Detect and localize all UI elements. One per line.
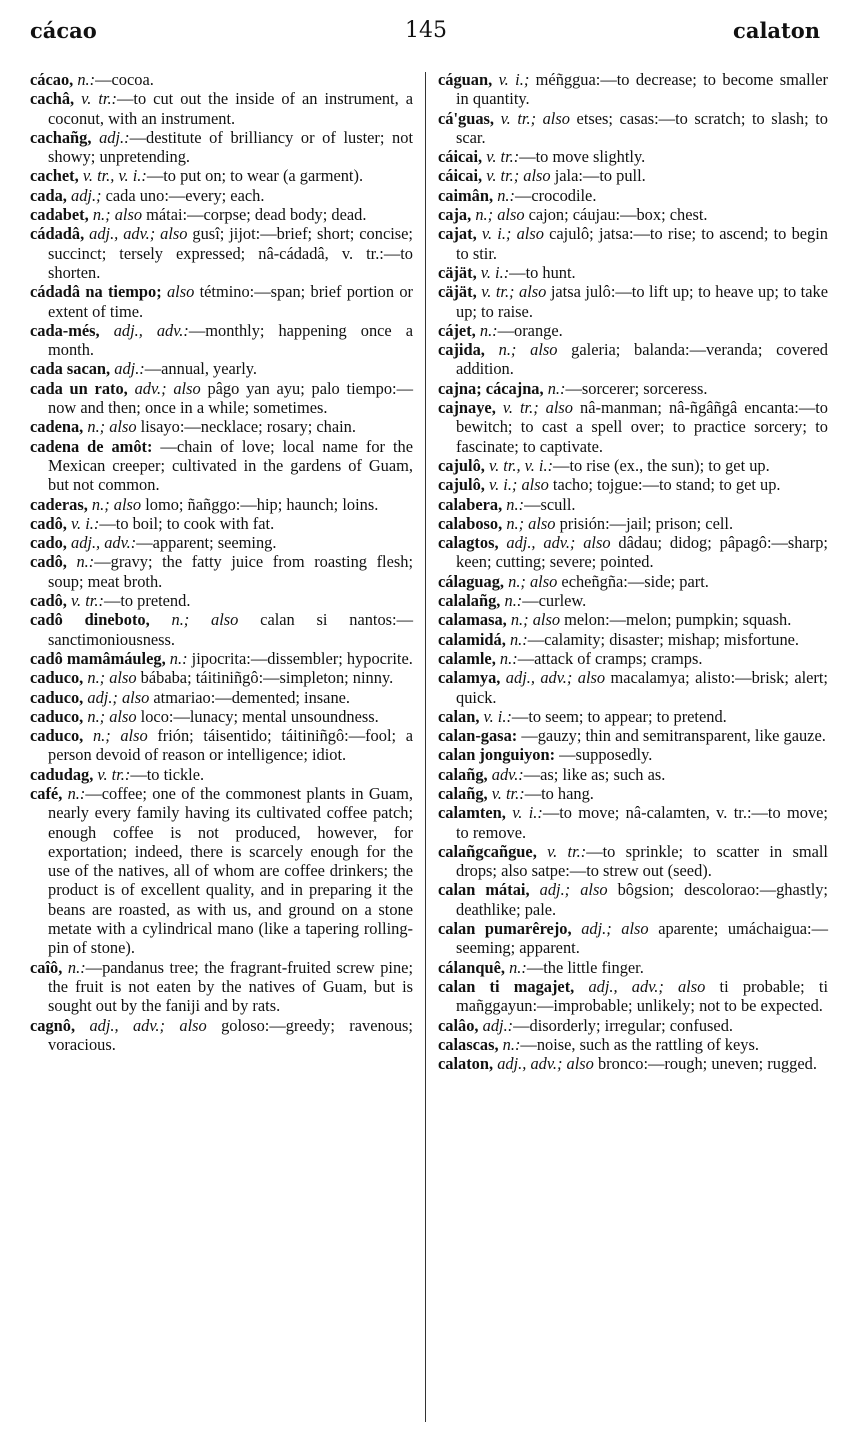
dictionary-entry: [30, 417, 413, 436]
part-of-speech: n.; also: [87, 668, 137, 688]
headword: cado,: [30, 533, 67, 553]
dictionary-entry: [30, 688, 413, 707]
definition: —pandanus tree; the fragrant-fruited screw pine; the fruit is not eaten by the natives of Guam, but is sought out by the faniji and by rats.: [48, 957, 413, 1016]
part-of-speech: adv.:: [491, 764, 524, 784]
definition: —to hang.: [524, 783, 594, 803]
part-of-speech: v. i.:: [480, 262, 510, 282]
part-of-speech: adj., adv.; also: [497, 1054, 594, 1074]
headword: cadô,: [30, 513, 67, 533]
definition: —disorderly; irregular; confused.: [513, 1015, 733, 1035]
headword: cäjät,: [438, 282, 477, 302]
part-of-speech: n.; also: [92, 205, 143, 225]
part-of-speech: n.:: [504, 591, 523, 611]
headword: cácao,: [30, 70, 74, 89]
part-of-speech: v. tr.:: [491, 783, 525, 803]
part-of-speech: n.; also: [498, 340, 558, 360]
part-of-speech: adj., adv.; also: [89, 1015, 207, 1035]
dictionary-entry: [438, 205, 828, 224]
dictionary-entry: [30, 591, 413, 610]
definition: frión; táisentido; táitiniñgô:—fool; a person devoid of reason or intelligence; idiot.: [48, 726, 413, 765]
headword: cájet,: [438, 320, 476, 340]
part-of-speech: v. tr.:: [97, 764, 131, 784]
headword: caimân,: [438, 185, 494, 205]
headword: calascas,: [438, 1034, 499, 1054]
headword: calamasa,: [438, 610, 507, 630]
definition: bôgsion; descolorao:—ghastly; deathlike; pale.: [456, 880, 828, 919]
definition: —orange.: [497, 320, 563, 340]
dictionary-entry: [438, 514, 828, 533]
part-of-speech: n.:: [506, 494, 525, 514]
dictionary-entry: [30, 495, 413, 514]
headword: cálaguag,: [438, 571, 505, 591]
headword: cadena de amôt:: [30, 436, 153, 456]
part-of-speech: adj., adv.; also: [505, 668, 606, 688]
headword: caduco,: [30, 687, 84, 707]
headword: cáguan,: [438, 70, 493, 89]
headword: cádadâ,: [30, 224, 85, 244]
dictionary-entry: [30, 224, 413, 282]
part-of-speech: also: [166, 282, 195, 302]
headword: calan,: [438, 706, 480, 726]
dictionary-entry: [30, 552, 413, 591]
part-of-speech: n.:: [76, 552, 95, 572]
dictionary-entry: [438, 321, 828, 340]
part-of-speech: v. tr., v. i.:: [82, 166, 147, 186]
part-of-speech: adj., adv.:: [113, 320, 189, 340]
dictionary-entry: [438, 340, 828, 379]
part-of-speech: v. tr.; also: [486, 166, 551, 186]
definition: jatsa julô:—to lift up; to heave up; to take up; to raise.: [456, 282, 828, 321]
definition: gusî; jijot:—brief; short; concise; succinct; tersely expressed; nâ-cádadâ, v. tr.:—to shorten.: [48, 224, 413, 282]
headword: calalañg,: [438, 591, 501, 611]
part-of-speech: v. i.:: [512, 803, 543, 823]
headword: calamya,: [438, 668, 501, 688]
part-of-speech: v. tr.; also: [502, 398, 574, 418]
part-of-speech: n.:: [67, 783, 86, 803]
headword: cada sacan,: [30, 359, 111, 379]
part-of-speech: n.:: [502, 1034, 521, 1054]
dictionary-entry: [30, 1016, 413, 1055]
headword: cajnaye,: [438, 398, 496, 418]
definition: —scull.: [524, 494, 576, 514]
dictionary-entry: [438, 649, 828, 668]
headword: calan pumarêrejo,: [438, 919, 572, 939]
definition: méñggua:—to decrease; to become smaller in quantity.: [456, 70, 828, 109]
headword: cálanquê,: [438, 957, 505, 977]
dictionary-entry: [30, 514, 413, 533]
headword: caduco,: [30, 706, 84, 726]
part-of-speech: v. i.; also: [489, 475, 549, 495]
headword: cada-més,: [30, 320, 100, 340]
headword: caîô,: [30, 957, 63, 977]
definition: —crocodile.: [514, 185, 597, 205]
dictionary-entry: [438, 591, 828, 610]
dictionary-entry: [438, 572, 828, 591]
definition: dâdau; didog; pâpagô:—sharp; keen; cutting; severe; pointed.: [456, 533, 828, 572]
headword: calâo,: [438, 1015, 479, 1035]
headword: cachâ,: [30, 89, 75, 109]
dictionary-entry: [30, 533, 413, 552]
dictionary-entry: [438, 880, 828, 919]
definition: —to put on; to wear (a garment).: [146, 166, 364, 186]
part-of-speech: n.:: [547, 378, 566, 398]
part-of-speech: adj., adv.; also: [588, 976, 706, 996]
definition: etses; casas:—to scratch; to slash; to scar.: [456, 108, 828, 147]
part-of-speech: n.; also: [91, 494, 142, 514]
definition: pâgo yan ayu; palo tiempo:—now and then; once in a while; sometimes.: [48, 378, 413, 418]
definition: tacho; tojgue:—to stand; to get up.: [548, 475, 781, 495]
part-of-speech: n.:: [509, 957, 527, 977]
definition: atmariao:—demented; insane.: [149, 687, 351, 707]
part-of-speech: n.; also: [171, 610, 239, 630]
definition: —cocoa.: [95, 70, 154, 89]
definition: —to hunt.: [509, 262, 576, 282]
part-of-speech: v. tr.:: [486, 147, 520, 167]
definition: —to move slightly.: [519, 147, 646, 167]
headword: cäjät,: [438, 262, 477, 282]
right-column: [438, 70, 828, 1073]
definition: nâ-manman; nâ-ñgâñgâ encanta:—to bewitch; to cast a spell over; to practice sorcery; to fascinate; to captivate.: [456, 398, 828, 456]
headword: cadô,: [30, 591, 67, 611]
headword: cajna; cácajna,: [438, 378, 544, 398]
definition: lomo; ñañggo:—hip; haunch; loins.: [141, 494, 379, 514]
dictionary-entry: [438, 166, 828, 185]
part-of-speech: v. i.;: [498, 70, 530, 89]
dictionary-entry: [438, 610, 828, 629]
definition: lisayo:—necklace; rosary; chain.: [136, 417, 356, 437]
dictionary-entry: [438, 147, 828, 166]
part-of-speech: adj.; also: [581, 919, 649, 939]
part-of-speech: n.:: [77, 70, 96, 89]
definition: jala:—to pull.: [550, 166, 646, 186]
headword: cadô mamâmáuleg,: [30, 648, 166, 668]
headword: cadabet,: [30, 205, 89, 225]
definition: bábaba; táitiniñgô:—simpleton; ninny.: [136, 668, 394, 688]
part-of-speech: v. i.:: [71, 513, 100, 533]
part-of-speech: n.; also: [87, 417, 137, 437]
dictionary-entry: [30, 668, 413, 687]
page-number: 145: [405, 18, 447, 43]
definition: —to tickle.: [130, 764, 205, 784]
part-of-speech: v. tr.; also: [500, 108, 570, 128]
definition: goloso:—greedy; ravenous; voracious.: [48, 1015, 413, 1054]
part-of-speech: adj.:: [482, 1015, 514, 1035]
dictionary-entry: [30, 610, 413, 649]
definition: melon:—melon; pumpkin; squash.: [560, 610, 792, 630]
definition: cajon; cáujau:—box; chest.: [524, 205, 708, 225]
column-divider: [425, 72, 426, 1422]
dictionary-entry: [438, 726, 828, 745]
part-of-speech: n.; also: [475, 205, 525, 225]
definition: —coffee; one of the commonest plants in Guam, nearly every family having its cultivated coffee patch; enough coffee is not produced, however, for exportation; indeed, there is scarcely enough for the use of the natives, all of whom are coffee drinkers; the product is of excellent quality, and in preparing it the beans are roasted, as with us, and ground on a stone metate with a cylindrical mano (like a tapering rolling-pin of stone).: [48, 783, 413, 958]
dictionary-entry: [30, 649, 413, 668]
definition: —to cut out the inside of an instrument, a coconut, with an instrument.: [48, 89, 413, 128]
part-of-speech: adj.; also: [87, 687, 150, 707]
part-of-speech: adj.;: [71, 185, 102, 205]
headword: cajulô,: [438, 455, 485, 475]
headword: cajat,: [438, 224, 477, 244]
part-of-speech: adj.; also: [539, 880, 608, 900]
part-of-speech: adj., adv.; also: [506, 533, 611, 553]
part-of-speech: adj.:: [114, 359, 145, 379]
definition: —monthly; happening once a month.: [48, 320, 413, 360]
dictionary-entry: [30, 379, 413, 418]
part-of-speech: adj., adv.; also: [89, 224, 188, 244]
headword: calaboso,: [438, 513, 503, 533]
definition: —to boil; to cook with fat.: [99, 513, 275, 533]
definition: galeria; balanda:—veranda; covered addition.: [456, 340, 828, 379]
dictionary-entry: [438, 533, 828, 572]
part-of-speech: n.:: [499, 648, 518, 668]
headword: cachet,: [30, 166, 79, 186]
definition: echeñgña:—side; part.: [557, 571, 709, 591]
definition: cajulô; jatsa:—to rise; to ascend; to begin to stir.: [456, 224, 828, 263]
running-head-left: cácao: [30, 18, 97, 43]
headword: cajida,: [438, 340, 485, 360]
headword: calañgcañgue,: [438, 841, 537, 861]
definition: —apparent; seeming.: [136, 533, 277, 553]
dictionary-entry: [438, 398, 828, 456]
dictionary-entry: [30, 282, 413, 321]
dictionary-entry: [30, 765, 413, 784]
headword: calan ti magajet,: [438, 976, 575, 996]
definition: —gravy; the fatty juice from roasting flesh; soup; meat broth.: [48, 552, 413, 591]
part-of-speech: v. i.; also: [481, 224, 544, 244]
headword: caduco,: [30, 726, 84, 746]
dictionary-entry: [30, 205, 413, 224]
dictionary-entry: [438, 842, 828, 881]
dictionary-entry: [30, 958, 413, 1016]
headword: cagnô,: [30, 1015, 76, 1035]
dictionary-entry: [438, 765, 828, 784]
definition: —supposedly.: [559, 745, 653, 765]
dictionary-entry: [438, 630, 828, 649]
part-of-speech: v. tr.:: [81, 89, 118, 109]
headword: cada,: [30, 185, 67, 205]
headword: calagtos,: [438, 533, 499, 553]
definition: aparente; umáchaigua:—seeming; apparent.: [456, 919, 828, 958]
part-of-speech: n.:: [509, 629, 528, 649]
dictionary-entry: [438, 263, 828, 282]
headword: cádadâ na tiempo;: [30, 282, 162, 302]
part-of-speech: n.:: [497, 185, 515, 205]
dictionary-entry: [438, 379, 828, 398]
headword: cadudag,: [30, 764, 94, 784]
part-of-speech: n.:: [169, 648, 188, 668]
part-of-speech: n.; also: [510, 610, 561, 630]
headword: calañg,: [438, 764, 488, 784]
headword: cá'guas,: [438, 108, 495, 128]
part-of-speech: v. tr., v. i.:: [489, 455, 554, 475]
definition: —to rise (ex., the sun); to get up.: [553, 455, 770, 475]
definition: —as; like as; such as.: [523, 764, 666, 784]
dictionary-entry: [30, 707, 413, 726]
definition: —to seem; to appear; to pretend.: [511, 706, 727, 726]
running-head-right: calaton: [733, 18, 820, 43]
definition: loco:—lunacy; mental unsoundness.: [136, 706, 379, 726]
definition: —sorcerer; sorceress.: [565, 378, 708, 398]
dictionary-entry: [438, 186, 828, 205]
dictionary-entry: [30, 726, 413, 765]
dictionary-entry: [438, 784, 828, 803]
headword: calamle,: [438, 648, 496, 668]
definition: —the little finger.: [526, 957, 644, 977]
dictionary-entry: [438, 1054, 828, 1073]
dictionary-entry: [438, 456, 828, 475]
dictionary-entry: [30, 186, 413, 205]
part-of-speech: v. tr.; also: [481, 282, 547, 302]
definition: —to pretend.: [103, 591, 191, 611]
headword: calan mátai,: [438, 880, 530, 900]
part-of-speech: n.; also: [506, 513, 556, 533]
definition: —calamity; disaster; mishap; misfortune.: [527, 629, 800, 649]
definition: tétmino:—span; brief portion or extent of time.: [48, 282, 414, 321]
headword: cadô,: [30, 552, 67, 572]
headword: cáicai,: [438, 166, 483, 186]
dictionary-entry: [30, 70, 413, 89]
headword: calan-gasa:: [438, 726, 518, 746]
dictionary-entry: [438, 70, 828, 109]
headword: cajulô,: [438, 475, 485, 495]
headword: cáicai,: [438, 147, 483, 167]
dictionary-entry: [30, 166, 413, 185]
definition: —destitute of brilliancy or of luster; not showy; unpretending.: [48, 127, 413, 167]
headword: cachañg,: [30, 127, 92, 147]
dictionary-entry: [438, 958, 828, 977]
headword: cadô dineboto,: [30, 610, 150, 630]
dictionary-entry: [30, 437, 413, 495]
definition: mátai:—corpse; dead body; dead.: [142, 205, 367, 225]
dictionary-entry: [438, 919, 828, 958]
dictionary-entry: [438, 803, 828, 842]
part-of-speech: v. tr.:: [71, 591, 104, 611]
part-of-speech: v. i.:: [483, 706, 512, 726]
part-of-speech: adj.:: [99, 127, 130, 147]
dictionary-entry: [30, 89, 413, 128]
dictionary-entry: [30, 128, 413, 167]
definition: —gauzy; thin and semitransparent, like gauze.: [521, 726, 826, 746]
part-of-speech: n.; also: [508, 571, 558, 591]
definition: cada uno:—every; each.: [101, 185, 265, 205]
headword: calamten,: [438, 803, 506, 823]
headword: calamidá,: [438, 629, 506, 649]
dictionary-entry: [438, 668, 828, 707]
dictionary-entry: [438, 707, 828, 726]
part-of-speech: n.:: [479, 320, 498, 340]
definition: ti probable; ti mañggayun:—improbable; unlikely; not to be expected.: [456, 976, 829, 1016]
headword: cada un rato,: [30, 378, 128, 398]
dictionary-entry: [30, 784, 413, 958]
dictionary-entry: [438, 977, 828, 1016]
definition: calan si nantos:—sanctimoniousness.: [48, 610, 413, 649]
definition: —to sprinkle; to scatter in small drops; also satpe:—to strew out (seed).: [456, 841, 828, 881]
headword: caderas,: [30, 494, 88, 514]
definition: bronco:—rough; uneven; rugged.: [593, 1054, 817, 1074]
left-column: [30, 70, 413, 1054]
headword: cadena,: [30, 417, 84, 437]
dictionary-entry: [438, 282, 828, 321]
definition: jipocrita:—dissembler; hypocrite.: [187, 648, 413, 668]
part-of-speech: adj., adv.:: [71, 533, 137, 553]
definition: —curlew.: [522, 591, 587, 611]
headword: calaton,: [438, 1054, 494, 1074]
headword: caduco,: [30, 668, 84, 688]
definition: —noise, such as the rattling of keys.: [520, 1034, 759, 1054]
part-of-speech: n.; also: [87, 706, 137, 726]
definition: —attack of cramps; cramps.: [517, 648, 703, 668]
definition: —to move; nâ-calamten, v. tr.:—to move; to remove.: [456, 803, 828, 842]
dictionary-entry: [438, 745, 828, 764]
part-of-speech: adv.; also: [134, 378, 201, 398]
definition: —annual, yearly.: [144, 359, 258, 379]
definition: —chain of love; local name for the Mexican creeper; cultivated in the gardens of Guam, but not common.: [48, 436, 413, 495]
dictionary-entry: [438, 224, 828, 263]
dictionary-entry: [30, 321, 413, 360]
headword: café,: [30, 783, 63, 803]
headword: caja,: [438, 205, 472, 225]
dictionary-entry: [438, 495, 828, 514]
headword: calañg,: [438, 783, 488, 803]
part-of-speech: n.:: [67, 957, 86, 977]
dictionary-entry: [438, 475, 828, 494]
part-of-speech: n.; also: [92, 726, 148, 746]
definition: prisión:—jail; prison; cell.: [555, 513, 734, 533]
definition: macalamya; alisto:—brisk; alert; quick.: [456, 668, 828, 707]
headword: calabera,: [438, 494, 503, 514]
part-of-speech: v. tr.:: [547, 841, 587, 861]
dictionary-entry: [438, 1016, 828, 1035]
dictionary-entry: [438, 1035, 828, 1054]
dictionary-entry: [438, 109, 828, 148]
headword: calan jonguiyon:: [438, 745, 556, 765]
dictionary-entry: [30, 359, 413, 378]
